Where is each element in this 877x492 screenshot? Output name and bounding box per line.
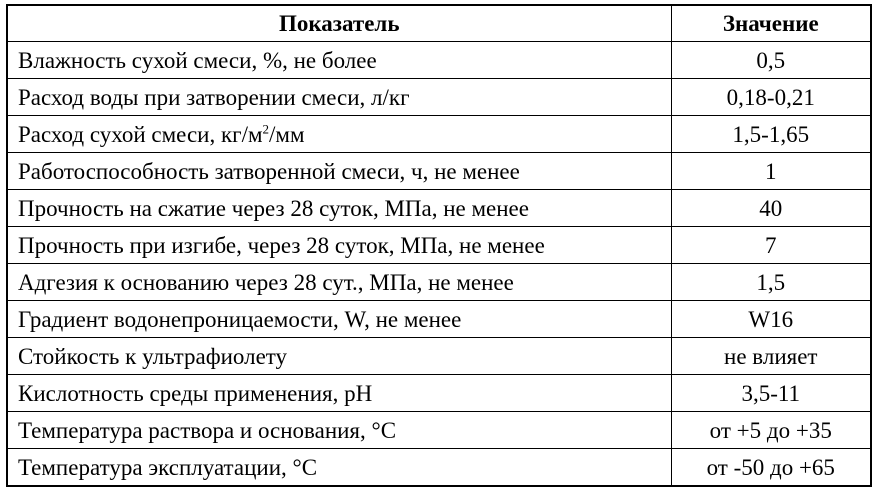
row-name: Прочность на сжатие через 28 суток, МПа, не менее: [7, 190, 671, 227]
row-name: Стойкость к ультрафиолету: [7, 338, 671, 375]
table-row: [7, 449, 871, 487]
table-row: [7, 375, 871, 412]
row-name: [7, 116, 671, 153]
row-name-text: Расход сухой смеси, кг/м: [18, 121, 263, 147]
row-name: Прочность при изгибе, через 28 суток, МПа, не менее: [7, 227, 671, 264]
table-row: [7, 153, 871, 190]
row-value: 7: [671, 227, 871, 264]
row-name: Адгезия к основанию через 28 сут., МПа, не менее: [7, 264, 671, 301]
row-name: Температура раствора и основания, °C: [7, 412, 671, 449]
table-row: [7, 301, 871, 338]
header-value: Значение: [671, 5, 871, 42]
table-row: [7, 227, 871, 264]
row-value: от +5 до +35: [671, 412, 871, 449]
row-value: 40: [671, 190, 871, 227]
table-row: [7, 116, 871, 153]
table-row: [7, 338, 871, 375]
row-name: Температура эксплуатации, °C: [7, 449, 671, 487]
table-row: [7, 264, 871, 301]
row-name: Градиент водонепроницаемости, W, не менее: [7, 301, 671, 338]
row-name: Кислотность среды применения, pH: [7, 375, 671, 412]
row-value: от -50 до +65: [671, 449, 871, 487]
table-row: [7, 412, 871, 449]
table-row: [7, 42, 871, 79]
row-value: 1,5-1,65: [671, 116, 871, 153]
row-value: 1: [671, 153, 871, 190]
row-name: Работоспособность затворенной смеси, ч, не менее: [7, 153, 671, 190]
row-value: W16: [671, 301, 871, 338]
row-value: 1,5: [671, 264, 871, 301]
table-header-row: [7, 5, 871, 42]
header-indicator: Показатель: [7, 5, 671, 42]
row-value: не влияет: [671, 338, 871, 375]
row-value: 0,18-0,21: [671, 79, 871, 116]
properties-table: [6, 4, 872, 487]
table-row: [7, 79, 871, 116]
row-name-text-suffix: /мм: [269, 121, 305, 147]
row-name: Расход воды при затворении смеси, л/кг: [7, 79, 671, 116]
row-name-superscript: 2: [262, 120, 270, 136]
table-row: [7, 190, 871, 227]
row-value: 0,5: [671, 42, 871, 79]
properties-table-container: [6, 4, 872, 487]
row-name: Влажность сухой смеси, %, не более: [7, 42, 671, 79]
row-value: 3,5-11: [671, 375, 871, 412]
